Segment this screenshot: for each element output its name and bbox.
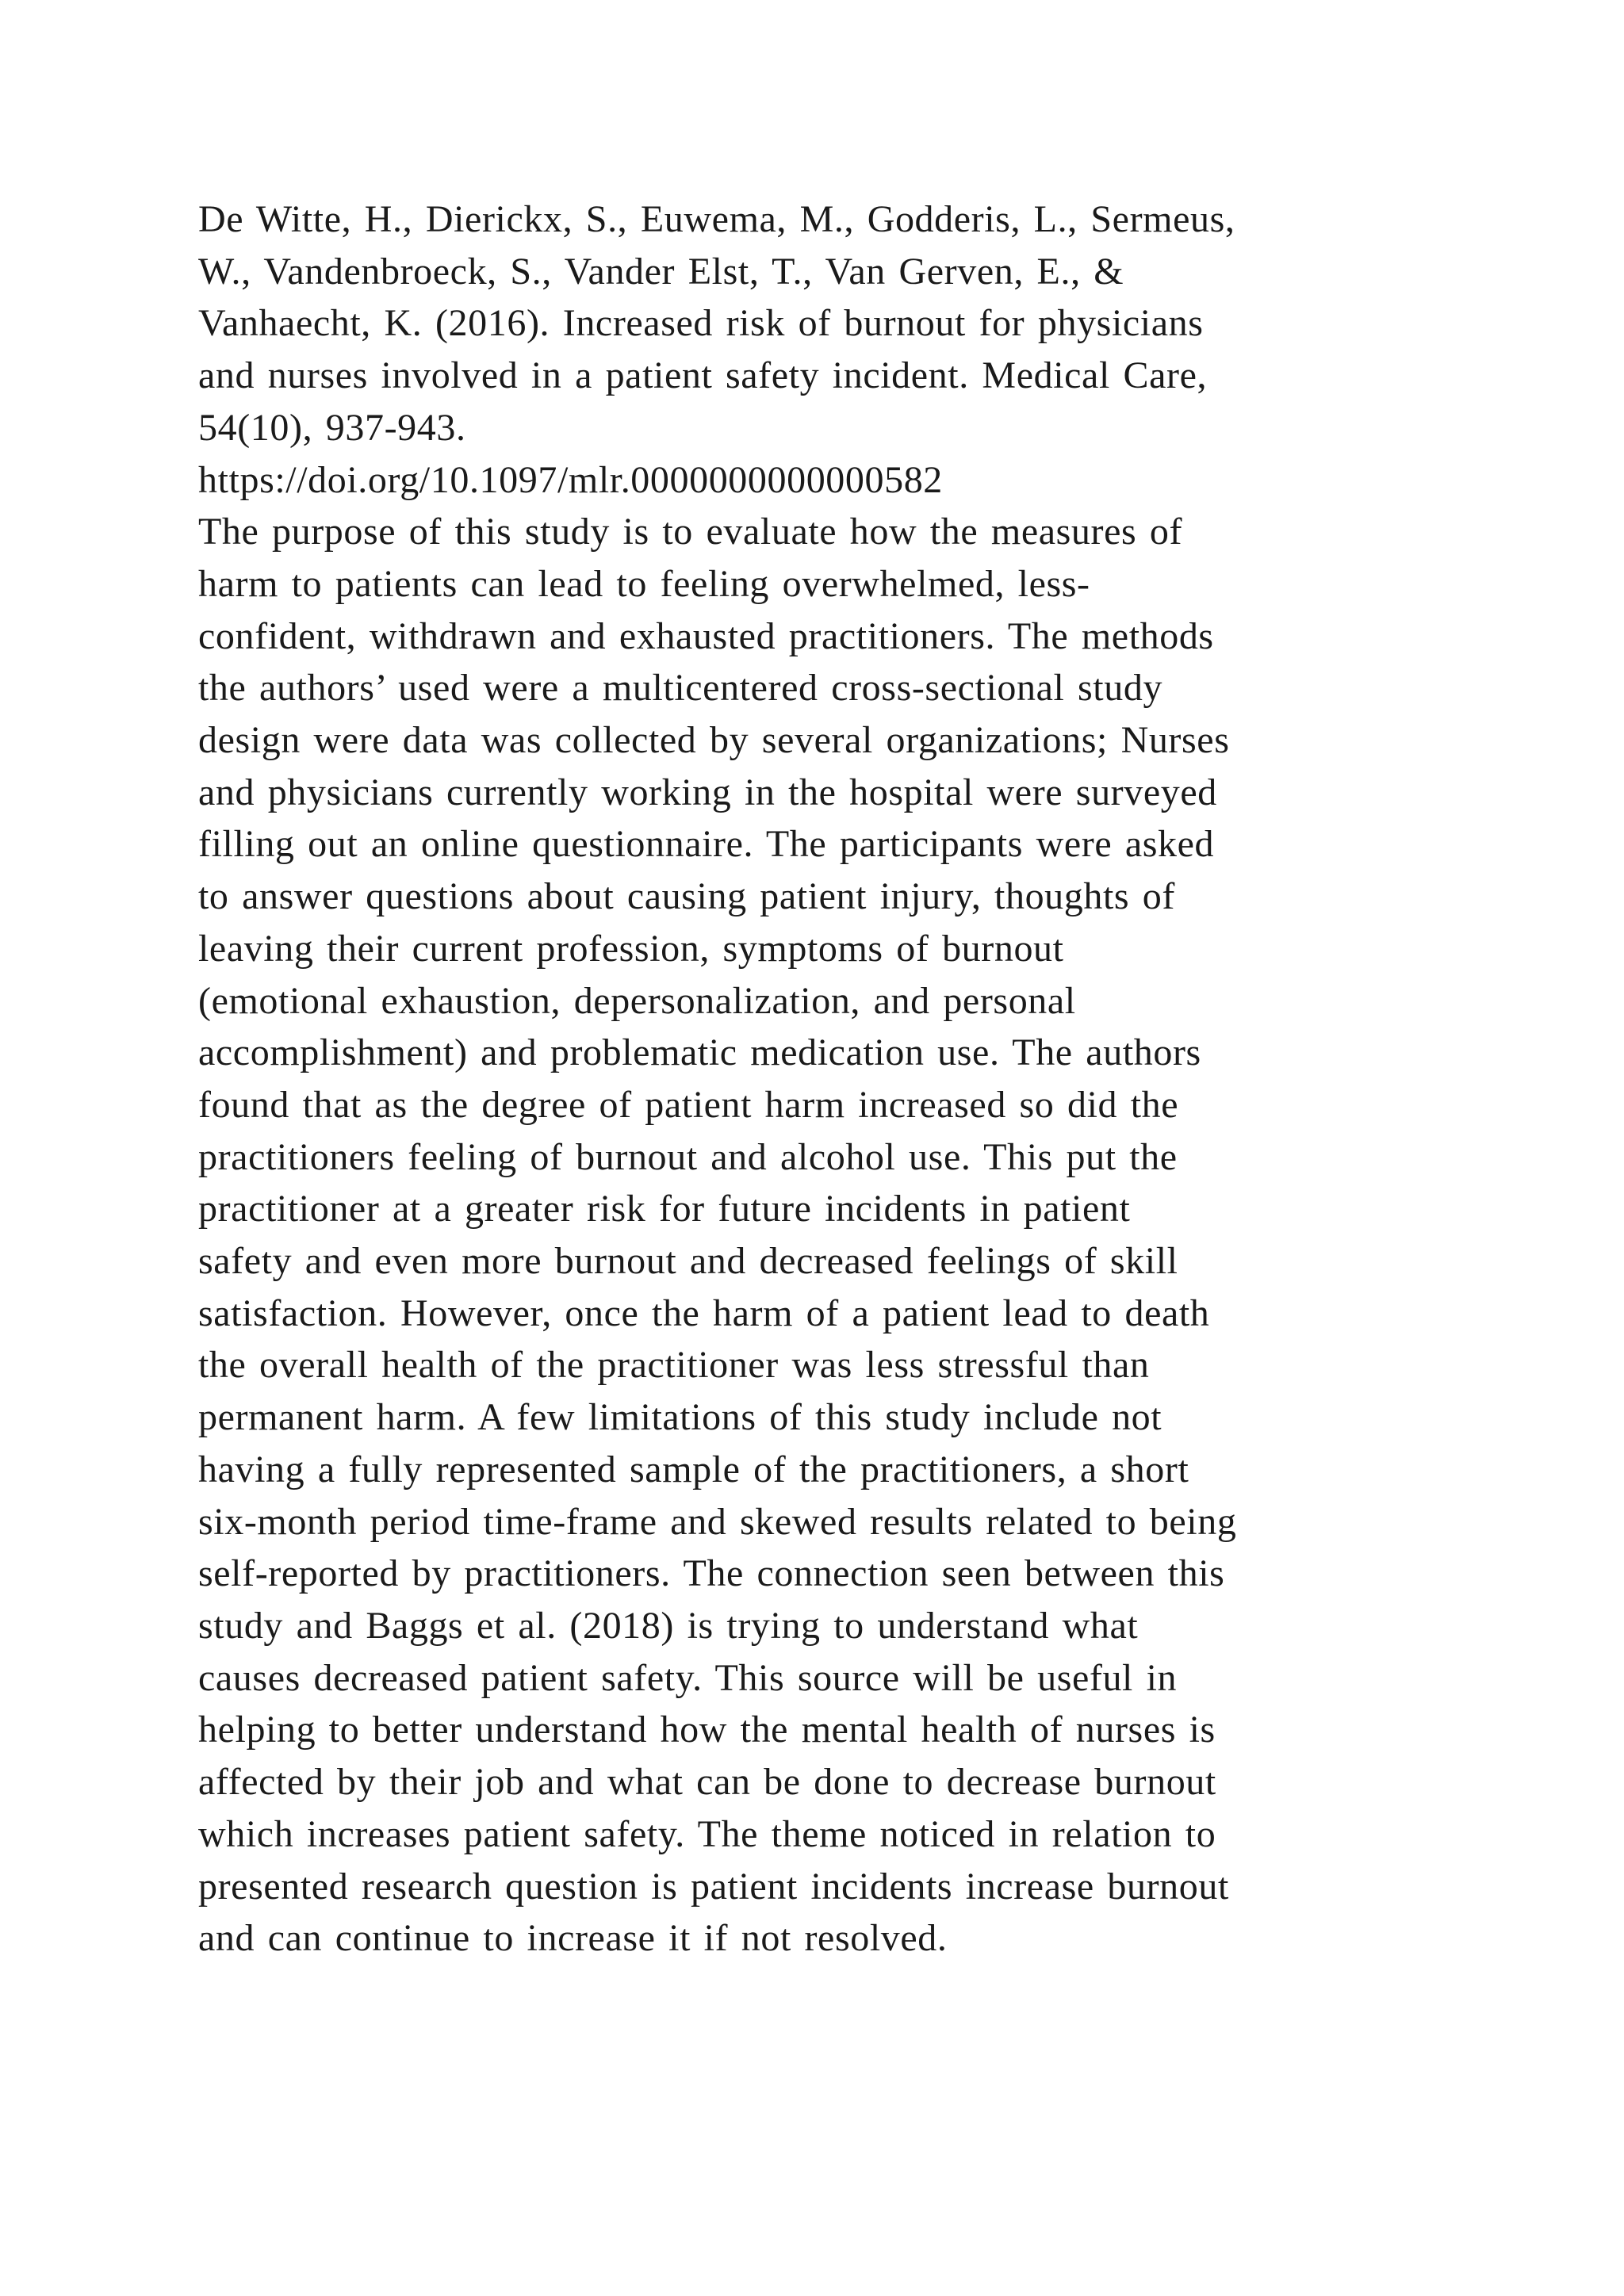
body-line: accomplishment) and problematic medication use. The authors xyxy=(198,1031,1201,1074)
body-line: the overall health of the practitioner was less stressful than xyxy=(198,1344,1150,1387)
body-line: leaving their current profession, symptoms of burnout xyxy=(198,927,1064,970)
body-line: affected by their job and what can be done to decrease burnout xyxy=(198,1761,1216,1804)
body-line: permanent harm. A few limitations of this study include not xyxy=(198,1396,1162,1439)
body-line: and can continue to increase it if not resolved. xyxy=(198,1917,948,1960)
body-line: (emotional exhaustion, depersonalization, and personal xyxy=(198,979,1076,1022)
body-line: self-reported by practitioners. The connection seen between this xyxy=(198,1552,1225,1595)
body-line: and physicians currently working in the hospital were surveyed xyxy=(198,771,1217,813)
body-line: having a fully represented sample of the practitioners, a short xyxy=(198,1448,1189,1490)
body-line: satisfaction. However, once the harm of a patient lead to death xyxy=(198,1292,1210,1334)
body-line: design were data was collected by several organizations; Nurses xyxy=(198,719,1230,762)
body-line: filling out an online questionnaire. The participants were asked xyxy=(198,823,1215,866)
body-line: The purpose of this study is to evaluate how the measures of xyxy=(198,511,1183,553)
body-line: study and Baggs et al. (2018) is trying to understand what xyxy=(198,1604,1139,1647)
body-line: which increases patient safety. The theme noticed in relation to xyxy=(198,1812,1216,1855)
citation-line: De Witte, H., Dierickx, S., Euwema, M., Godderis, L., Sermeus, xyxy=(198,198,1235,240)
body-line: confident, withdrawn and exhausted practitioners. The methods xyxy=(198,614,1214,657)
citation xyxy=(198,193,1483,506)
body-line: found that as the degree of patient harm increased so did the xyxy=(198,1083,1179,1126)
annotation-text xyxy=(198,193,1483,1965)
summary-paragraph xyxy=(198,506,1483,1965)
body-line: six-month period time-frame and skewed results related to being xyxy=(198,1500,1237,1543)
doi-link[interactable]: https://doi.org/10.1097/mlr.0000000000000582 xyxy=(198,458,943,501)
body-line: to answer questions about causing patient injury, thoughts of xyxy=(198,875,1175,918)
citation-line: and nurses involved in a patient safety incident. Medical Care, xyxy=(198,354,1208,397)
body-line: the authors’ used were a multicentered cross-sectional study xyxy=(198,667,1163,710)
citation-line: Vanhaecht, K. (2016). Increased risk of burnout for physicians xyxy=(198,302,1204,345)
body-line: practitioner at a greater risk for future incidents in patient xyxy=(198,1188,1131,1230)
body-line: practitioners feeling of burnout and alcohol use. This put the xyxy=(198,1135,1178,1178)
body-line: causes decreased patient safety. This source will be useful in xyxy=(198,1656,1178,1699)
body-line: helping to better understand how the mental health of nurses is xyxy=(198,1709,1216,1751)
body-line: presented research question is patient incidents increase burnout xyxy=(198,1865,1229,1908)
body-line: safety and even more burnout and decreased feelings of skill xyxy=(198,1240,1178,1283)
citation-line: W., Vandenbroeck, S., Vander Elst, T., Van Gerven, E., & xyxy=(198,250,1124,293)
body-line: harm to patients can lead to feeling overwhelmed, less- xyxy=(198,562,1090,605)
citation-line: 54(10), 937-943. xyxy=(198,406,466,449)
